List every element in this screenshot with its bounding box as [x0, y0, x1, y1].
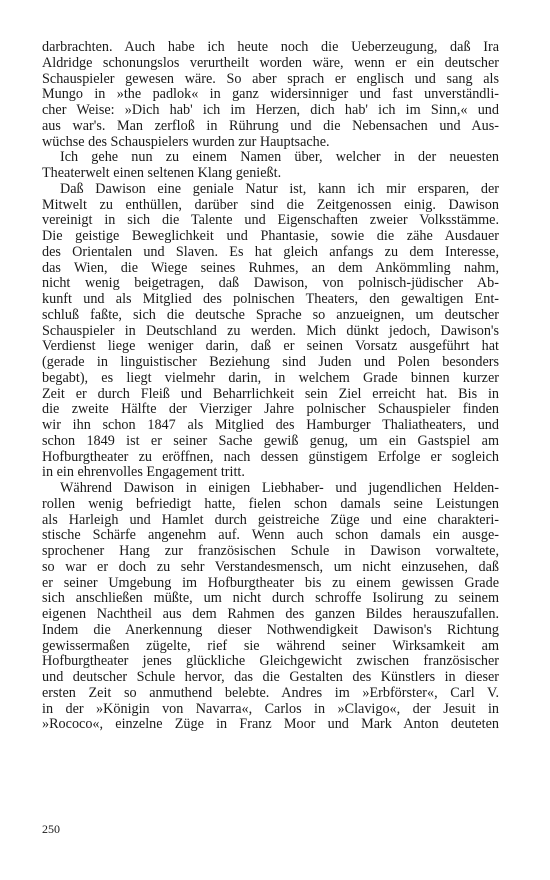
text-line: des Orientalen und Slaven. Es hat gleich anfangs zu dem Interesse,: [42, 244, 499, 260]
text-line: in der »Königin von Navarra«, Carlos in »Clavigo«, der Jesuit in: [42, 701, 499, 717]
text-line: Mungo in »the padlok« in ganz widersinniger und fast unverständli-: [42, 87, 499, 103]
text-line: Hofburgtheater jenes glückliche Gleichgewicht zwischen französischer: [42, 654, 499, 670]
text-line: wüchse des Schauspielers wurden zur Hauptsache.: [42, 134, 330, 150]
text-line: Indem die Anerkennung dieser Nothwendigkeit Dawison's Richtung: [42, 622, 499, 638]
text-line: die zweite Hälfte der Vierziger Jahre polnischer Schauspieler finden: [42, 402, 499, 418]
text-line: Die geistige Beweglichkeit und Phantasie, sowie die zähe Ausdauer: [42, 229, 499, 244]
text-line: darbrachten. Auch habe ich heute noch die Ueberzeugung, daß Ira: [42, 40, 499, 55]
text-line: aus war's. Man zerfloß in Rührung und die Nebensachen und Aus-: [42, 118, 499, 134]
text-line: Aldridge schonungslos verurtheilt worden wäre, wenn er ein deutscher: [42, 55, 499, 71]
text-line: wir ihn schon 1847 als Mitglied des Hamburger Thaliatheaters, und: [42, 418, 499, 433]
page-body: [42, 40, 499, 733]
text-line: Hofburgtheater zu eröffnen, nach dessen günstigem Erfolge er sogleich: [42, 449, 499, 465]
text-line: Schauspieler gewesen wäre. So aber sprach er englisch und sang als: [42, 71, 499, 87]
text-line: Ich gehe nun zu einem Namen über, welcher in der neuesten: [60, 150, 499, 166]
text-line: stische Schärfe angenehm auf. Wenn auch schon damals ein ausge-: [42, 528, 499, 544]
text-line: Verdienst liege weniger darin, daß er seinen Vorsatz ausgeführt hat: [42, 339, 499, 355]
text-line: und deutscher Schule hervor, das die Gestalten des Künstlers in dieser: [42, 670, 499, 685]
text-line: schluß faßte, sich die deutsche Sprache so anzueignen, um deutscher: [42, 307, 499, 323]
text-line: rollen wenig befriedigt hatte, fielen schon damals seine Leistungen: [42, 496, 499, 512]
text-line: Daß Dawison eine geniale Natur ist, kann ich mir ersparen, der: [60, 181, 499, 197]
text-line: (gerade in linguistischer Beziehung sind Juden und Polen besonders: [42, 355, 499, 370]
text-line: so war er doch zu sehr Verstandesmensch, um nicht einzusehen, daß: [42, 559, 499, 575]
text-line: eigenen Nachtheil aus dem Rahmen des ganzen Bildes herauszufallen.: [42, 607, 499, 622]
text-line: Zeit er durch Fleiß und Beharrlichkeit sein Ziel erreicht hat. Bis in: [42, 386, 499, 402]
text-line: kunft und als Mitglied des polnischen Theaters, den gewaltigen Ent-: [42, 292, 499, 307]
text-line: begabt), es liegt vielmehr darin, in welchem Grade binnen kurzer: [42, 370, 499, 386]
text-line: das Wien, die Wiege seines Ruhmes, an dem Ankömmling nahm,: [42, 260, 499, 276]
text-line: er seiner Umgebung im Hofburgtheater bis zu einem gewissen Grade: [42, 575, 499, 591]
text-line: gewissermaßen zügelte, rief sie während seiner Wirksamkeit am: [42, 638, 499, 654]
text-line: Schauspieler in Deutschland zu werden. Mich dünkt jedoch, Dawison's: [42, 323, 499, 339]
text-line: »Rococo«, einzelne Züge in Franz Moor und Mark Anton deuteten: [42, 717, 499, 733]
text-line: ersten Zeit so anmuthend belebte. Andres im »Erbförster«, Carl V.: [42, 685, 499, 701]
text-line: nicht wenig beigetragen, daß Dawison, von polnisch-jüdischer Ab-: [42, 276, 499, 292]
text-line: Theaterwelt einen seltenen Klang genießt.: [42, 166, 282, 181]
text-line: schon 1849 ist er seiner Sache gewiß genug, um ein Gastspiel am: [42, 433, 499, 449]
text-line: in ein ehrenvolles Engagement tritt.: [42, 465, 245, 481]
text-line: sich anschließen müßte, um nicht durch schroffe Isolirung zu seinem: [42, 591, 499, 607]
page-number: 250: [42, 822, 60, 836]
text-line: Mitwelt zu enthüllen, darüber sind die Zeitgenossen einig. Dawison: [42, 197, 499, 213]
text-line: sprochener Hang zur französischen Schule in Dawison vorwaltete,: [42, 544, 499, 559]
text-line: Während Dawison in einigen Liebhaber- und jugendlichen Helden-: [60, 481, 499, 496]
text-line: cher Weise: »Dich hab' ich im Herzen, dich hab' ich im Sinn,« und: [42, 103, 499, 118]
text-line: als Harleigh und Hamlet durch geistreiche Züge und eine charakteri-: [42, 512, 499, 528]
text-line: vereinigt in sich die Talente und Eigenschaften zweier Volksstämme.: [42, 213, 499, 229]
